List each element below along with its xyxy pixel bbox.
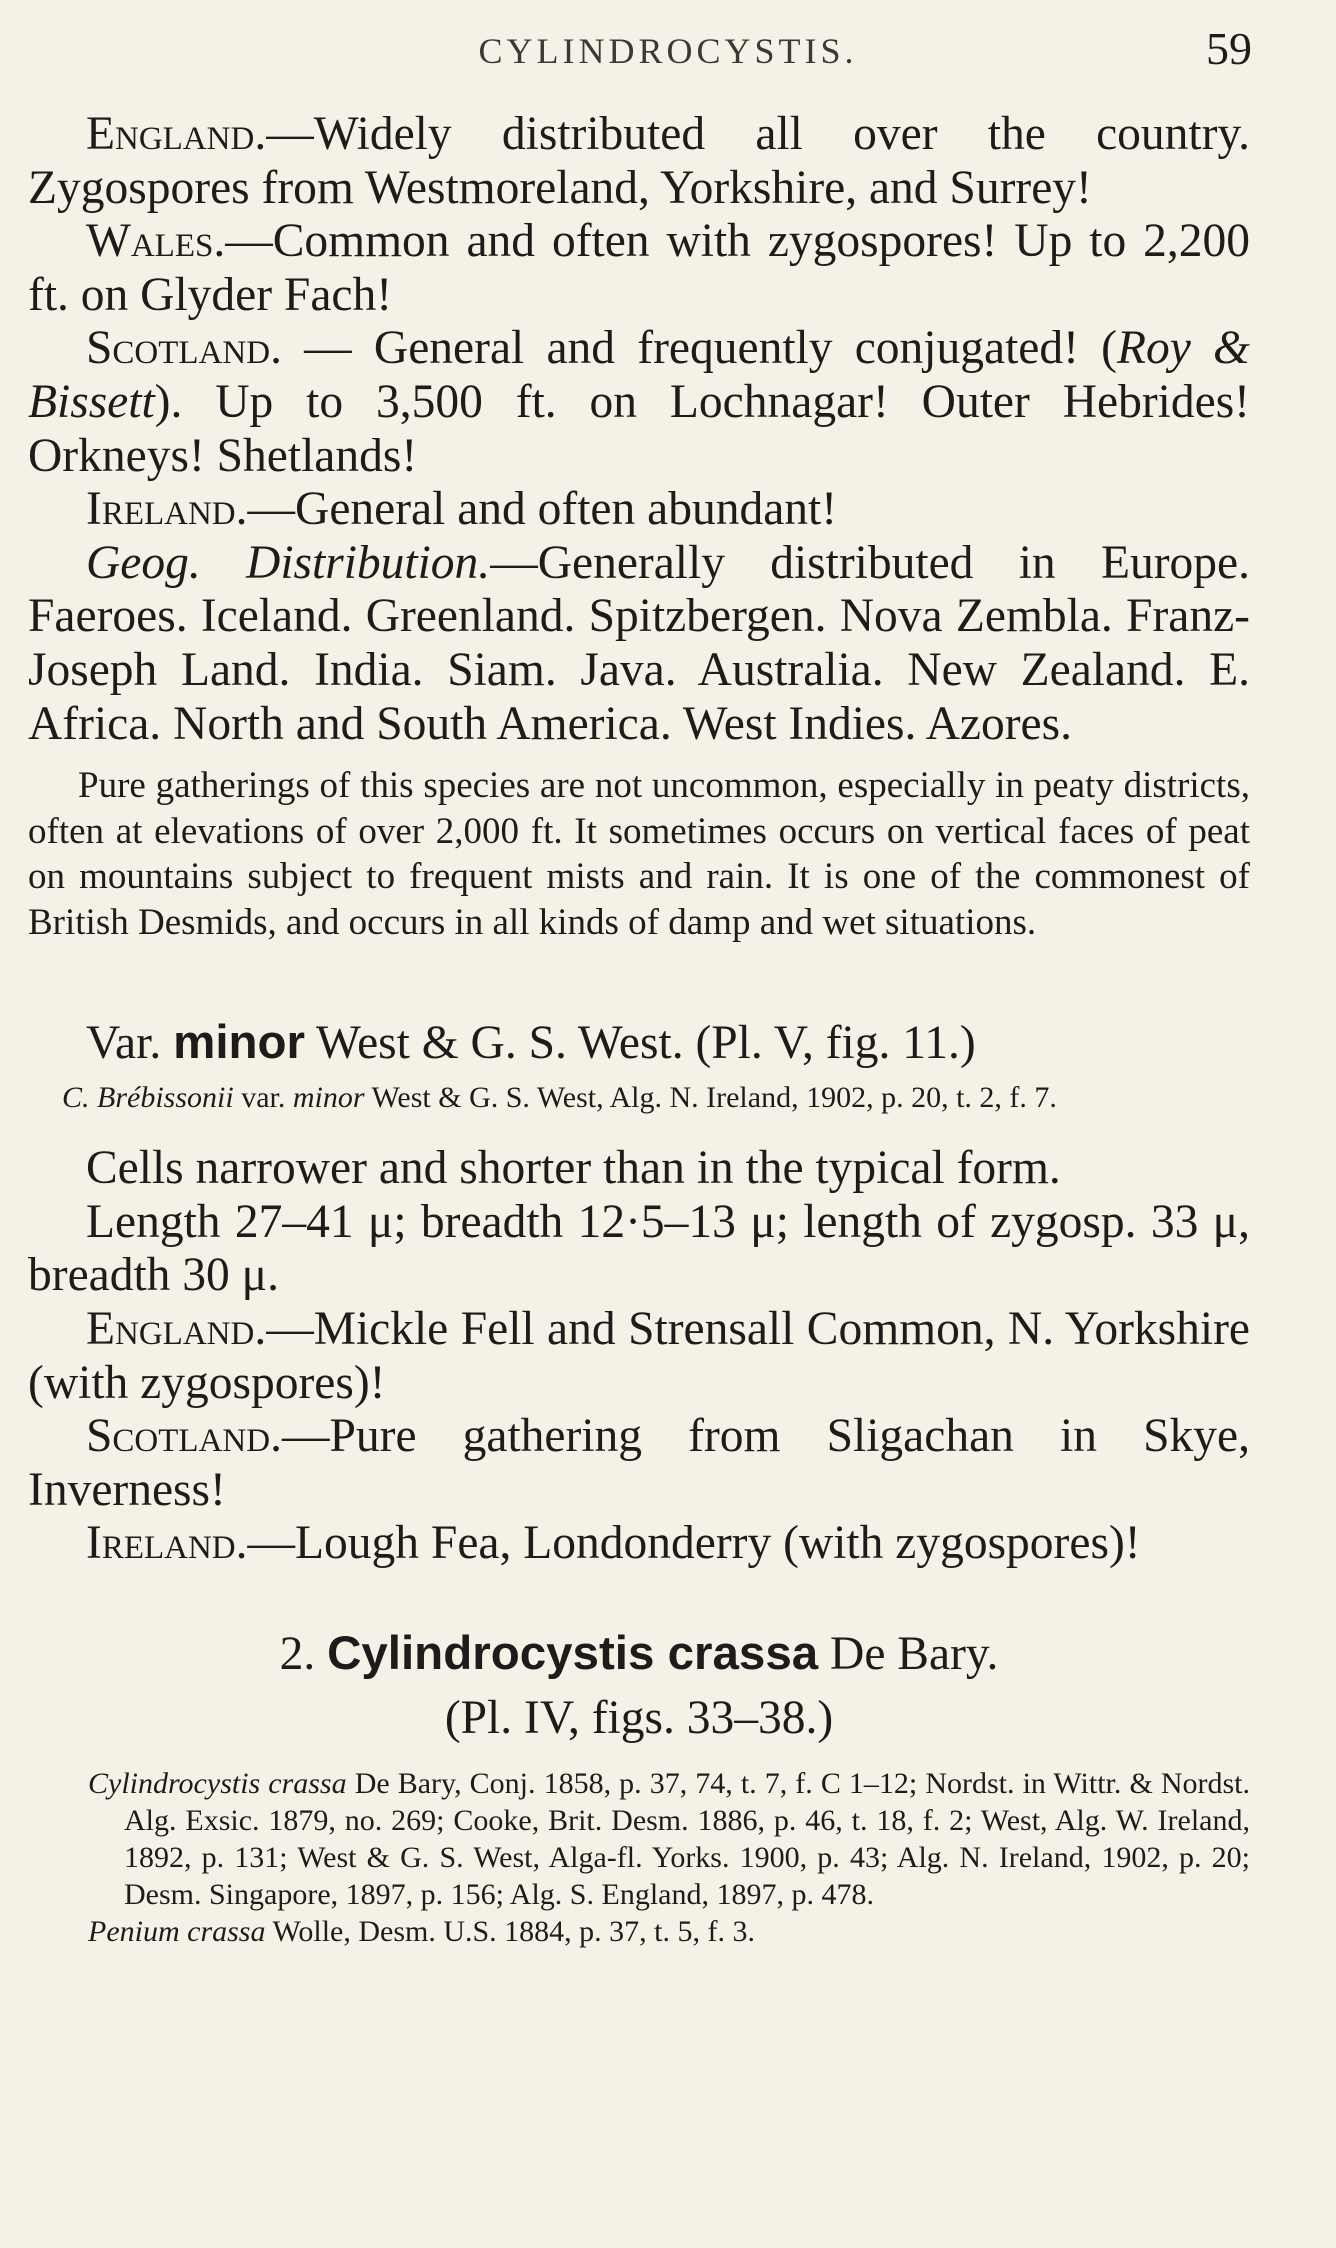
geog-distribution-paragraph bbox=[28, 537, 1250, 751]
variety-heading bbox=[86, 1015, 1250, 1071]
page-number: 59 bbox=[1206, 23, 1252, 74]
ireland-paragraph bbox=[28, 483, 1250, 537]
scotland-text-1: — General and frequently conjugated! ( bbox=[281, 322, 1117, 375]
variety-england-paragraph bbox=[28, 1303, 1250, 1410]
species-name: Cylindrocystis crassa bbox=[327, 1626, 819, 1680]
page-body bbox=[28, 108, 1250, 1950]
ireland-text: —General and often abundant! bbox=[247, 483, 838, 536]
england-label: England. bbox=[86, 108, 267, 160]
species-authority: De Bary. bbox=[818, 1627, 999, 1680]
species-syn-name: Penium crassa bbox=[88, 1914, 266, 1948]
variety-synonymy bbox=[28, 1079, 1250, 1116]
species-ref-text: De Bary, Conj. 1858, p. 37, 74, t. 7, f. C 1–12; Nordst. in Wittr. & Nordst. Alg. Exsic. 1879, no. 269; Cooke, Brit. Desm. 1886, p. 46, t. 18, f. 2; West, Alg. W. Ireland, 1892, p. 131; West & G. S. West, Alga-fl. Yorks. 1900, p. 43; Alg. N. Ireland, 1902, p. 20; Desm. Singapore, 1897, p. 156; Alg. S. England, 1897, p. 478. bbox=[124, 1766, 1251, 1911]
scotland-text-2: ). Up to 3,500 ft. on Lochnagar! Outer Hebrides! Orkneys! Shetlands! bbox=[28, 375, 1250, 482]
variety-name: minor bbox=[173, 1016, 306, 1070]
variety-scotland-paragraph bbox=[28, 1410, 1250, 1517]
variety-measurements: Length 27–41 μ; breadth 12·5–13 μ; length of zygosp. 33 μ, breadth 30 μ. bbox=[28, 1195, 1250, 1302]
species-number: 2. bbox=[279, 1627, 328, 1680]
variety-authority: West & G. S. West. (Pl. V, fig. 11.) bbox=[305, 1017, 976, 1070]
scotland-paragraph bbox=[28, 322, 1250, 483]
page-header bbox=[0, 20, 1336, 80]
species-plate: (Pl. IV, figs. 33–38.) bbox=[444, 1691, 834, 1744]
running-head: CYLINDROCYSTIS. bbox=[478, 31, 858, 71]
variety-prefix: Var. bbox=[86, 1017, 174, 1070]
england-paragraph bbox=[28, 108, 1250, 215]
species-references bbox=[28, 1765, 1250, 1913]
wales-label: Wales. bbox=[86, 215, 226, 268]
variety-ireland-paragraph bbox=[28, 1517, 1250, 1571]
england-text: —Widely distributed all over the country. Zygospores from Westmoreland, Yorkshire, and Surrey! bbox=[28, 108, 1250, 214]
species-ref-name: Cylindrocystis crassa bbox=[88, 1766, 347, 1800]
species-syn-text: Wolle, Desm. U.S. 1884, p. 37, t. 5, f. 3. bbox=[265, 1914, 756, 1948]
variety-england-text: —Mickle Fell and Strensall Common, N. Yorkshire (with zygospores)! bbox=[28, 1302, 1250, 1409]
ireland-label: Ireland. bbox=[86, 483, 248, 536]
variety-synonym-name: C. Brébissonii bbox=[62, 1081, 234, 1115]
variety-synonym-var: minor bbox=[292, 1081, 365, 1115]
variety-scotland-text: —Pure gathering from Sligachan in Skye, Inverness! bbox=[28, 1410, 1250, 1516]
species-synonym bbox=[28, 1913, 1250, 1950]
geog-label: Geog. Distribution. bbox=[86, 536, 491, 589]
variety-england-label: England. bbox=[86, 1302, 267, 1355]
wales-text: —Common and often with zygospores! Up to 2,200 ft. on Glyder Fach! bbox=[28, 215, 1250, 321]
variety-ireland-text: —Lough Fea, Londonderry (with zygospores)! bbox=[247, 1517, 1141, 1570]
scotland-authors: Roy & Bissett bbox=[28, 322, 1250, 428]
variety-ireland-label: Ireland. bbox=[86, 1517, 248, 1570]
scotland-label: Scotland. bbox=[86, 322, 282, 375]
variety-scotland-label: Scotland. bbox=[86, 1410, 282, 1463]
geog-text: —Generally distributed in Europe. Faeroes. Iceland. Greenland. Spitzbergen. Nova Zembla. Franz-Joseph Land. India. Siam. Java. Australia. New Zealand. E. Africa. North and South America. West Indies. Azores. bbox=[28, 536, 1250, 750]
variety-synonym-mid: var. bbox=[233, 1081, 293, 1115]
species-heading bbox=[28, 1625, 1250, 1683]
variety-synonym-ref: West & G. S. West, Alg. N. Ireland, 1902, p. 20, t. 2, f. 7. bbox=[364, 1081, 1057, 1115]
wales-paragraph bbox=[28, 215, 1250, 322]
note-paragraph: Pure gatherings of this species are not uncommon, especially in peaty districts, often at elevations of over 2,000 ft. It sometimes occurs on vertical faces of peat on mountains subject to frequent mists and rain. It is one of the commonest of British Desmids, and occurs in all kinds of damp and wet situations. bbox=[28, 765, 1250, 943]
variety-description: Cells narrower and shorter than in the typical form. bbox=[86, 1142, 1061, 1195]
